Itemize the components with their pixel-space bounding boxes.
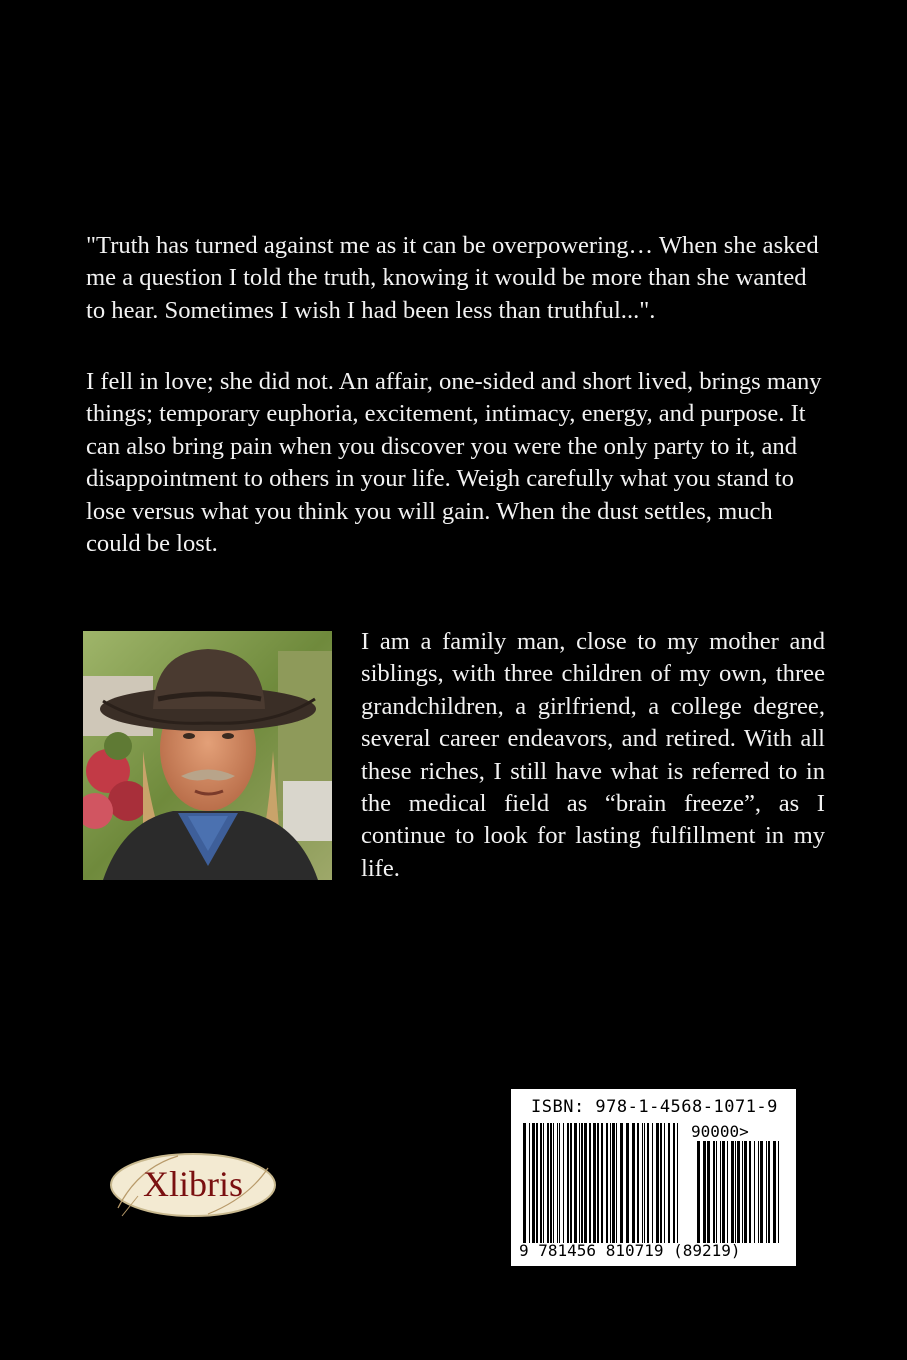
- barcode-addon-bars: [697, 1141, 783, 1243]
- barcode-digits: 9 781456 810719 (89219): [519, 1241, 741, 1260]
- back-cover-quote: "Truth has turned against me as it can be overpowering… When she asked me a question I told the truth, knowing it would be more than she wanted to hear. Sometimes I wish I had been less than truthful...".: [86, 232, 819, 324]
- isbn-barcode: [511, 1089, 796, 1266]
- barcode-bars: [523, 1123, 683, 1243]
- author-photo: [83, 631, 332, 880]
- svg-text:Xlibris: Xlibris: [142, 1164, 244, 1204]
- back-cover-blurb: I fell in love; she did not. An affair, one-sided and short lived, brings many things; temporary euphoria, excitement, intimacy, energy, and purpose. It can also bring pain when you discover you were the only party to it, and disappointment to others in your life. Weigh carefully what you stand to lose versus what you think you will gain. When the dust settles, much could be lost.: [86, 368, 822, 558]
- author-bio: I am a family man, close to my mother and siblings, with three children of my own, three grandchildren, a girlfriend, a college degree, several career endeavors, and retired. With all these riches, I still have what is referred to in the medical field as “brain freeze”, as I continue to look for lasting fulfillment in my life.: [361, 628, 825, 882]
- publisher-logo: [108, 1148, 278, 1220]
- isbn-label: ISBN: 978-1-4568-1071-9: [531, 1097, 778, 1117]
- price-code: 90000>: [691, 1122, 749, 1141]
